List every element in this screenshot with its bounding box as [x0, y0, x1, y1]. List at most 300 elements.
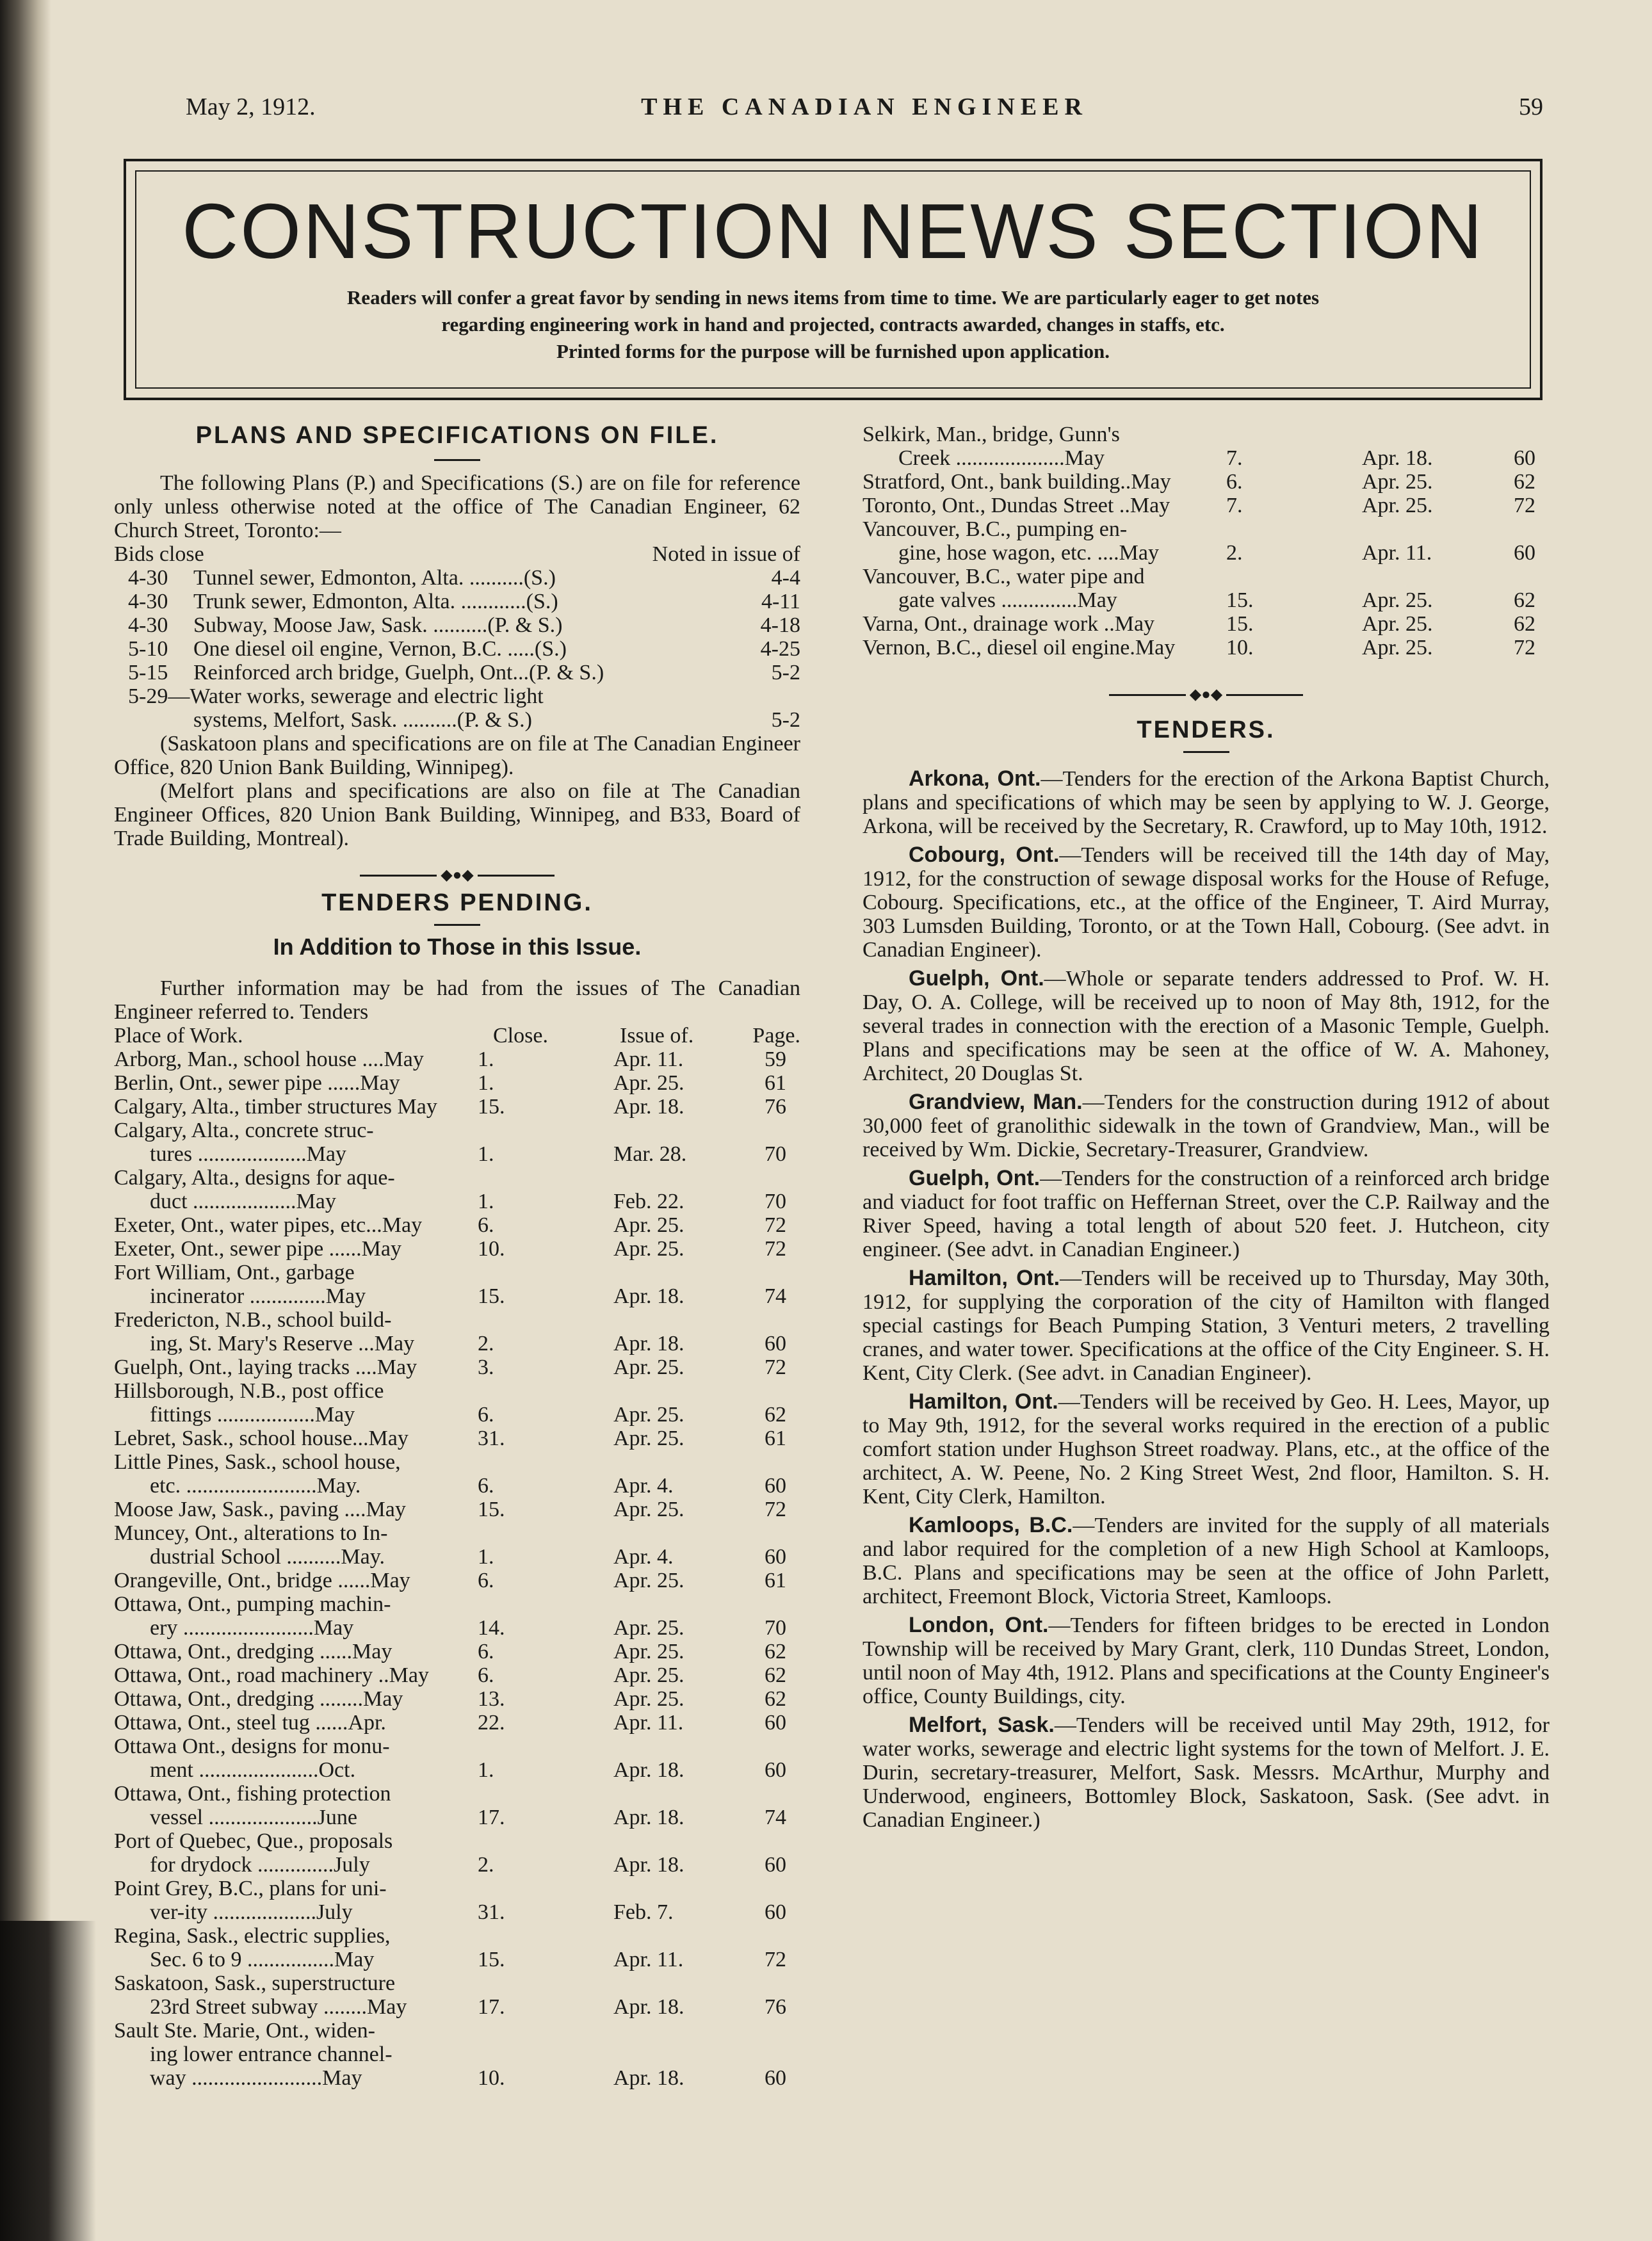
issue-of: Apr. 18.: [1362, 446, 1433, 470]
place-of-work: Ottawa, Ont., fishing protection: [114, 1782, 391, 1806]
close-date: 10.: [478, 2066, 505, 2090]
tender-pending-row: [114, 1450, 800, 1498]
tender-pending-line: [114, 1900, 800, 1924]
page-ref: 60: [765, 2066, 786, 2090]
issue-date: May 2, 1912.: [186, 93, 316, 120]
place-of-work: Hillsborough, N.B., post office: [114, 1379, 384, 1403]
noted-issue: 4-25: [760, 637, 800, 661]
close-date: 2.: [478, 1853, 494, 1877]
plan-item: Reinforced arch bridge, Guelph, Ont...(P. & S.): [193, 661, 604, 684]
close-date: 1.: [478, 1190, 494, 1213]
close-date: 31.: [478, 1900, 505, 1924]
page-ref: 62: [765, 1640, 786, 1663]
tender-entry: [862, 1390, 1550, 1509]
tender-pending-line: [114, 1166, 800, 1190]
page-ref: 60: [765, 1711, 786, 1735]
issue-of: Apr. 25.: [613, 1569, 684, 1592]
issue-of: Apr. 25.: [613, 1403, 684, 1427]
page-ref: 60: [1514, 446, 1535, 470]
tender-pending-line: [862, 588, 1550, 612]
tender-pending-row: [114, 1569, 800, 1592]
tender-entry: [862, 1090, 1550, 1161]
place-of-work: incinerator ..............May: [150, 1284, 366, 1308]
place-of-work: Fort William, Ont., garbage: [114, 1261, 355, 1284]
close-date: 2.: [1226, 541, 1243, 565]
page-ref: 60: [765, 1545, 786, 1569]
page-ref: 76: [765, 1095, 786, 1119]
place-of-work: Orangeville, Ont., bridge ......May: [114, 1569, 410, 1592]
tender-pending-line: [862, 612, 1550, 636]
close-header: Close.: [493, 1024, 548, 1048]
place-of-work: gine, hose wagon, etc. ....May: [898, 541, 1159, 565]
banner-notice-line: Readers will confer a great favor by sending in news items from time to time. We are particularly eager to get notes: [346, 286, 1320, 309]
plan-item: Tunnel sewer, Edmonton, Alta. ..........(S.): [193, 566, 556, 590]
page-ref: 60: [765, 1900, 786, 1924]
pending-column-headers: [114, 1024, 800, 1048]
bid-date: 5-10: [128, 637, 168, 661]
tender-entry: [862, 1266, 1550, 1385]
place-of-work: Little Pines, Sask., school house,: [114, 1450, 401, 1474]
tender-text: —Tenders will be received by Geo. H. Lees, Mayor, up to May 9th, 1912, for the several works required in the erection of a public comfort station under Hughson Street roadway. Plans, etc., at the office of the architect, A. W. Peene, No. 2 King Street West, 2nd floor, Hamilton. S. H. Kent, City Clerk, Hamilton.: [862, 1390, 1550, 1509]
tender-pending-line: [114, 1071, 800, 1095]
tender-entry: [862, 843, 1550, 962]
tender-pending-line: [114, 1592, 800, 1616]
place-of-work: Varna, Ont., drainage work ..May: [862, 612, 1155, 636]
tender-pending-row: [862, 612, 1550, 636]
close-date: 15.: [478, 1498, 505, 1521]
place-of-work: Creek ....................May: [898, 446, 1105, 470]
tender-pending-line: [114, 1877, 800, 1900]
close-date: 6.: [478, 1569, 494, 1592]
noted-issue: 4-4: [771, 566, 800, 590]
close-date: 6.: [478, 1403, 494, 1427]
tenders-heading: TENDERS.: [1137, 716, 1275, 743]
place-of-work: Stratford, Ont., bank building..May: [862, 470, 1171, 494]
page-ref: 70: [765, 1190, 786, 1213]
issue-of: Apr. 11.: [1362, 541, 1432, 565]
noted-issue: 4-11: [761, 590, 800, 613]
place-of-work: ing, St. Mary's Reserve ...May: [150, 1332, 415, 1355]
tender-pending-row: [114, 1687, 800, 1711]
left-column: [114, 423, 800, 2090]
noted-issue: 4-18: [760, 613, 800, 637]
tender-pending-row: [114, 1640, 800, 1663]
close-date: 15.: [478, 1948, 505, 1971]
page-ref: 62: [765, 1663, 786, 1687]
place-of-work: gate valves ..............May: [898, 588, 1117, 612]
tender-pending-row: [114, 2019, 800, 2090]
close-date: 15.: [478, 1284, 505, 1308]
tender-pending-line: [114, 1427, 800, 1450]
plans-row: [114, 661, 800, 684]
tender-pending-line: [114, 1213, 800, 1237]
intro-text: Further information may be had from the issues of The Canadian Engineer referred to.: [114, 976, 800, 1024]
close-date: 31.: [478, 1427, 505, 1450]
tender-pending-row: [862, 636, 1550, 659]
plan-item: Subway, Moose Jaw, Sask. ..........(P. & S.): [193, 613, 563, 637]
tender-place: Cobourg, Ont.: [909, 843, 1060, 867]
issue-of: Apr. 25.: [613, 1498, 684, 1521]
place-of-work: ery ........................May: [150, 1616, 354, 1640]
place-of-work: Lebret, Sask., school house...May: [114, 1427, 409, 1450]
close-date: 10.: [1226, 636, 1254, 659]
tender-pending-row: [114, 1735, 800, 1782]
tender-pending-line: [862, 541, 1550, 565]
issue-of: Apr. 25.: [613, 1071, 684, 1095]
tender-pending-line: [862, 517, 1550, 541]
issue-of: Apr. 4.: [613, 1545, 674, 1569]
tender-pending-line: [862, 636, 1550, 659]
tender-pending-row: [114, 1971, 800, 2019]
place-of-work: fittings ..................May: [150, 1403, 355, 1427]
tender-entry: [862, 767, 1550, 838]
tender-pending-row: [862, 423, 1550, 470]
page-ref: 60: [765, 1853, 786, 1877]
tender-pending-line: [114, 1450, 800, 1474]
page-ref: 72: [765, 1948, 786, 1971]
tender-pending-row: [114, 1166, 800, 1213]
page-ref: 62: [1514, 588, 1535, 612]
tender-pending-row: [114, 1711, 800, 1735]
issue-of: Apr. 18.: [613, 2066, 684, 2090]
place-of-work: tures ....................May: [150, 1142, 346, 1166]
tender-place: London, Ont.: [909, 1613, 1049, 1637]
tender-pending-row: [114, 1308, 800, 1355]
issue-of: Apr. 25.: [1362, 612, 1433, 636]
tender-place: Guelph, Ont.: [909, 966, 1044, 991]
place-of-work: Ottawa, Ont., dredging ......May: [114, 1640, 393, 1663]
heading-rule: [434, 924, 480, 926]
saskatoon-note: (Saskatoon plans and specifications are on file at The Canadian Engineer Office, 820 Union Bank Building, Winnipeg).: [114, 732, 800, 779]
page-ref: 76: [765, 1995, 786, 2019]
page-ref: 61: [765, 1569, 786, 1592]
plan-item: One diesel oil engine, Vernon, B.C. .....(S.): [193, 637, 567, 661]
tenders-pending-table-continued: [862, 423, 1550, 659]
plans-row: [114, 613, 800, 637]
tender-pending-line: [114, 1261, 800, 1284]
page-ref: 72: [765, 1213, 786, 1237]
close-date: 13.: [478, 1687, 505, 1711]
close-date: 15.: [478, 1095, 505, 1119]
tender-entry: [862, 967, 1550, 1085]
issue-of: Apr. 18.: [613, 1758, 684, 1782]
tender-pending-row: [114, 1592, 800, 1640]
issue-of: Apr. 11.: [613, 1948, 684, 1971]
place-of-work: Exeter, Ont., water pipes, etc...May: [114, 1213, 423, 1237]
tender-place: Arkona, Ont.: [909, 766, 1041, 791]
tender-pending-row: [862, 494, 1550, 517]
place-of-work: Sault Ste. Marie, Ont., widen-: [114, 2019, 375, 2043]
page-ref: 60: [765, 1758, 786, 1782]
tenders-pending-heading: TENDERS PENDING.: [321, 889, 593, 916]
issue-of: Mar. 28.: [613, 1142, 687, 1166]
book-spine-shadow-lower: [0, 1921, 96, 2241]
tender-pending-line: [114, 1332, 800, 1355]
tender-pending-line: [114, 1948, 800, 1971]
tender-pending-line: [114, 1829, 800, 1853]
tender-pending-line: [114, 1119, 800, 1142]
close-date: 1.: [478, 1758, 494, 1782]
close-date: 6.: [478, 1213, 494, 1237]
tender-pending-line: [114, 1048, 800, 1071]
journal-title: THE CANADIAN ENGINEER: [641, 93, 1088, 120]
tender-pending-line: [862, 494, 1550, 517]
tender-pending-row: [114, 1427, 800, 1450]
close-date: 1.: [478, 1071, 494, 1095]
tender-entry: [862, 1713, 1550, 1832]
tender-text: —Tenders for fifteen bridges to be erected in London Township will be received by Mary Grant, clerk, 110 Dundas Street, London, until noon of May 4th, 1912. Plans and specifications at the County Engineer's office, County Buildings, city.: [862, 1614, 1550, 1708]
tenders-pending-subheading: In Addition to Those in this Issue.: [273, 934, 642, 960]
place-of-work: ment ......................Oct.: [150, 1758, 356, 1782]
close-date: 1.: [478, 1048, 494, 1071]
page-ref: 62: [765, 1687, 786, 1711]
tender-pending-line: [114, 1924, 800, 1948]
page-ref: 62: [1514, 612, 1535, 636]
tender-pending-row: [114, 1119, 800, 1166]
page-ref: 72: [1514, 636, 1535, 659]
tender-pending-row: [114, 1071, 800, 1095]
bid-date: 4-30: [128, 566, 168, 590]
section-ornament: ◆●◆: [114, 862, 800, 882]
page-ref: 70: [765, 1142, 786, 1166]
plan-item: systems, Melfort, Sask. ..........(P. & S.): [193, 708, 532, 732]
close-date: 7.: [1226, 446, 1243, 470]
place-of-work: Vancouver, B.C., pumping en-: [862, 517, 1128, 541]
tender-pending-line: [114, 2043, 800, 2066]
page-ref: 60: [1514, 541, 1535, 565]
tender-pending-row: [114, 1521, 800, 1569]
close-date: 15.: [1226, 612, 1254, 636]
page-ref: 74: [765, 1284, 786, 1308]
tender-pending-line: [114, 1663, 800, 1687]
tender-pending-row: [862, 565, 1550, 612]
place-of-work: Calgary, Alta., timber structures May: [114, 1095, 437, 1119]
close-date: 17.: [478, 1806, 505, 1829]
tender-pending-line: [862, 423, 1550, 446]
tender-pending-line: [114, 2066, 800, 2090]
tender-pending-line: [114, 1190, 800, 1213]
banner-notice-line: Printed forms for the purpose will be furnished upon application.: [556, 340, 1110, 362]
place-of-work: 23rd Street subway ........May: [150, 1995, 407, 2019]
tender-pending-row: [862, 470, 1550, 494]
tender-pending-row: [114, 1237, 800, 1261]
tender-pending-line: [114, 1521, 800, 1545]
tender-pending-row: [114, 1782, 800, 1829]
place-of-work: Calgary, Alta., concrete struc-: [114, 1119, 374, 1142]
place-of-work: Calgary, Alta., designs for aque-: [114, 1166, 395, 1190]
tender-pending-line: [114, 1474, 800, 1498]
melfort-note: (Melfort plans and specifications are also on file at The Canadian Engineer Offices, 820 Union Bank Building, Winnipeg, and B33, Board of Trade Building, Montreal).: [114, 779, 800, 850]
place-of-work: Exeter, Ont., sewer pipe ......May: [114, 1237, 402, 1261]
tender-pending-line: [114, 1806, 800, 1829]
place-of-work: ver-ity ...................July: [150, 1900, 353, 1924]
issue-of: Apr. 25.: [613, 1616, 684, 1640]
place-of-work: ing lower entrance channel-: [150, 2043, 393, 2066]
bid-date: 4-30: [128, 613, 168, 637]
tender-text: —Tenders will be received up to Thursday, May 30th, 1912, for supplying the corporation of the city of Hamilton with flanged special castings for Beach Pumping Station, 3 Venturi meters, 2 travelling cranes, and water tower. Specifications at the office of the City Engineer. S. H. Kent, City Clerk. (See advt. in Canadian Engineer).: [862, 1266, 1550, 1385]
issue-of: Apr. 18.: [613, 1284, 684, 1308]
place-of-work: Port of Quebec, Que., proposals: [114, 1829, 393, 1853]
tender-text: —Tenders for the erection of the Arkona Baptist Church, plans and specifications of which may be seen by applying to W. J. George, Arkona, will be received by the Secretary, R. Crawford, up to May 10th, 1912.: [862, 767, 1550, 838]
close-date: 7.: [1226, 494, 1243, 517]
close-date: 6.: [478, 1640, 494, 1663]
tender-pending-line: [862, 565, 1550, 588]
bids-close-header: Bids close: [114, 542, 204, 566]
tender-text: —Tenders for the construction during 1912 of about 30,000 feet of granolithic sidewalk in the town of Grandview, Man., will be received by Wm. Dickie, Secretary-Treasurer, Grandview.: [862, 1090, 1550, 1161]
place-of-work: Ottawa, Ont., dredging ........May: [114, 1687, 403, 1711]
tender-pending-line: [114, 1308, 800, 1332]
tender-pending-row: [114, 1355, 800, 1379]
tender-pending-row: [114, 1877, 800, 1924]
plans-row: [114, 590, 800, 613]
heading-rule: [434, 459, 480, 461]
close-date: 6.: [478, 1474, 494, 1498]
plan-item: Trunk sewer, Edmonton, Alta. ............(S.): [193, 590, 558, 613]
page-ref: 60: [765, 1332, 786, 1355]
tender-place: Kamloops, B.C.: [909, 1513, 1073, 1537]
plans-heading: PLANS AND SPECIFICATIONS ON FILE.: [195, 422, 719, 449]
close-date: 14.: [478, 1616, 505, 1640]
tender-pending-line: [114, 1237, 800, 1261]
place-of-work: Sec. 6 to 9 ................May: [150, 1948, 375, 1971]
tender-text: —Tenders are invited for the supply of all materials and labor required for the completion of a new High School at Kamloops, B.C. Plans and specifications may be seen at the office of John Parlett, architect, Freemont Block, Victoria Street, Kamloops.: [862, 1514, 1550, 1608]
right-column: [862, 423, 1550, 1837]
page-number: 59: [1519, 93, 1543, 120]
tender-pending-line: [114, 1971, 800, 1995]
issue-of: Apr. 25.: [1362, 494, 1433, 517]
tender-pending-row: [114, 1213, 800, 1237]
tender-pending-row: [114, 1261, 800, 1308]
tender-pending-line: [114, 1782, 800, 1806]
close-date: 17.: [478, 1995, 505, 2019]
page-ref: 59: [765, 1048, 786, 1071]
banner-notice-line: regarding engineering work in hand and projected, contracts awarded, changes in staffs, etc.: [441, 313, 1225, 336]
tender-pending-line: [114, 1735, 800, 1758]
place-of-work: Muncey, Ont., alterations to In-: [114, 1521, 388, 1545]
page-header: Page.: [752, 1024, 800, 1048]
tender-pending-line: [114, 1379, 800, 1403]
place-of-work: Point Grey, B.C., plans for uni-: [114, 1877, 387, 1900]
issue-of: Apr. 18.: [613, 1095, 684, 1119]
tenders-pending-table: [114, 1048, 800, 2090]
tender-entry: [862, 1614, 1550, 1708]
place-of-work: vessel ....................June: [150, 1806, 357, 1829]
plans-row: [114, 684, 800, 708]
issue-of: Apr. 11.: [613, 1711, 684, 1735]
tender-entry: [862, 1514, 1550, 1608]
section-banner: [124, 159, 1543, 400]
place-of-work: Fredericton, N.B., school build-: [114, 1308, 392, 1332]
tender-pending-row: [862, 517, 1550, 565]
issue-of: Apr. 25.: [613, 1687, 684, 1711]
heading-rule: [1183, 751, 1229, 753]
tender-place: Hamilton, Ont.: [909, 1266, 1060, 1290]
page-ref: 62: [765, 1403, 786, 1427]
bid-date: 5-15: [128, 661, 168, 684]
place-of-work: Ottawa, Ont., pumping machin-: [114, 1592, 391, 1616]
tender-pending-row: [114, 1498, 800, 1521]
close-date: 3.: [478, 1355, 494, 1379]
place-of-work: etc. ........................May.: [150, 1474, 361, 1498]
page-ref: 62: [1514, 470, 1535, 494]
place-of-work: Toronto, Ont., Dundas Street ..May: [862, 494, 1170, 517]
tender-place: Hamilton, Ont.: [909, 1389, 1058, 1414]
close-date: 6.: [1226, 470, 1243, 494]
issue-of: Apr. 18.: [613, 1806, 684, 1829]
place-of-work: Vancouver, B.C., water pipe and: [862, 565, 1145, 588]
tender-pending-line: [114, 1095, 800, 1119]
plans-row: [114, 708, 800, 732]
tender-pending-line: [114, 1995, 800, 2019]
place-of-work: Berlin, Ont., sewer pipe ......May: [114, 1071, 400, 1095]
place-of-work: Ottawa Ont., designs for monu-: [114, 1735, 390, 1758]
tender-pending-line: [114, 1640, 800, 1663]
issue-of: Apr. 25.: [1362, 588, 1433, 612]
noted-issue-header: Noted in issue of: [652, 542, 800, 566]
tender-pending-line: [114, 1616, 800, 1640]
page-ref: 72: [765, 1498, 786, 1521]
close-date: 2.: [478, 1332, 494, 1355]
close-date: 1.: [478, 1142, 494, 1166]
tender-pending-row: [114, 1048, 800, 1071]
page-ref: 74: [765, 1806, 786, 1829]
issue-of: Apr. 18.: [613, 1332, 684, 1355]
plan-item: 5-29—Water works, sewerage and electric light: [128, 684, 544, 708]
page-ref: 61: [765, 1071, 786, 1095]
tenders-header: Tenders: [300, 1000, 369, 1024]
place-of-work: Moose Jaw, Sask., paving ....May: [114, 1498, 406, 1521]
issue-of: Apr. 25.: [613, 1640, 684, 1663]
place-of-work: duct ...................May: [150, 1190, 336, 1213]
place-of-work: for drydock ..............July: [150, 1853, 370, 1877]
plans-column-headers: [114, 542, 800, 566]
tenders-list: [862, 767, 1550, 1832]
section-ornament: ◆●◆: [862, 681, 1550, 702]
page-ref: 60: [765, 1474, 786, 1498]
issue-of: Apr. 25.: [1362, 636, 1433, 659]
place-of-work: Selkirk, Man., bridge, Gunn's: [862, 423, 1120, 446]
page-ref: 72: [1514, 494, 1535, 517]
tender-place: Grandview, Man.: [909, 1090, 1083, 1114]
tender-text: —Tenders will be received until May 29th, 1912, for water works, sewerage and electric light systems for the town of Melfort. J. E. Durin, secretary-treasurer, Melfort, Sask. Messrs. McArthur, Murphy and Underwood, engineers, Bottomley Block, Saskatoon, Sask. (See advt. in Canadian Engineer.): [862, 1713, 1550, 1832]
place-of-work: way ........................May: [150, 2066, 362, 2090]
tender-pending-line: [114, 1403, 800, 1427]
tender-text: —Whole or separate tenders addressed to Prof. W. H. Day, O. A. College, will be received up to noon of May 8th, 1912, for the several trades in connection with the erection of a Masonic Temple, Guelph. Plans and specifications may be seen at the office of W. A. Mahoney, Architect, 20 Douglas St.: [862, 967, 1550, 1085]
noted-issue: 5-2: [771, 661, 800, 684]
tender-pending-line: [114, 1758, 800, 1782]
tender-pending-line: [114, 1545, 800, 1569]
plans-intro: The following Plans (P.) and Specifications (S.) are on file for reference only unless otherwise noted at the office of The Canadian Engineer, 62 Church Street, Toronto:—: [114, 471, 800, 542]
tender-pending-line: [114, 1711, 800, 1735]
close-date: 15.: [1226, 588, 1254, 612]
tender-pending-row: [114, 1095, 800, 1119]
tender-pending-line: [114, 1687, 800, 1711]
page-ref: 70: [765, 1616, 786, 1640]
issue-of: Feb. 7.: [613, 1900, 674, 1924]
issue-of: Apr. 25.: [613, 1427, 684, 1450]
section-title: CONSTRUCTION NEWS SECTION: [182, 188, 1484, 275]
page-ref: 72: [765, 1237, 786, 1261]
place-of-work: dustrial School ..........May.: [150, 1545, 385, 1569]
tender-pending-line: [114, 1142, 800, 1166]
book-spine-shadow: [0, 0, 51, 2241]
issue-of: Apr. 11.: [613, 1048, 684, 1071]
tender-pending-line: [862, 446, 1550, 470]
close-date: 6.: [478, 1663, 494, 1687]
running-header: [186, 93, 1543, 131]
issue-of: Apr. 18.: [613, 1995, 684, 2019]
issue-of: Apr. 25.: [613, 1213, 684, 1237]
